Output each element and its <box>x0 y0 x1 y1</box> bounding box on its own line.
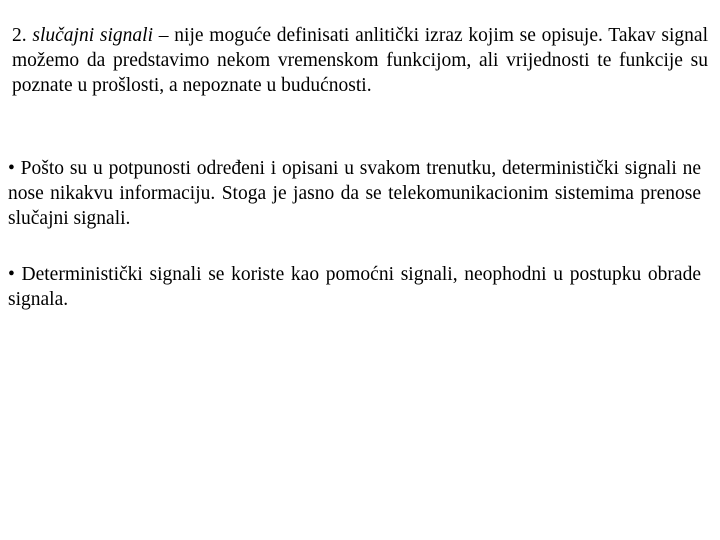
term-random-signals: slučajni signali <box>32 25 153 46</box>
bullet-text: Deterministički signali se koriste kao pomoćni signali, neophodni u postupku obrade signala. <box>8 264 701 310</box>
paragraph-text: – nije moguće definisati anlitički izraz kojim se opisuje. Takav signal možemo da predstavimo nekom vremenskom funkcijom, ali vrijednosti te funkcije su poznate u prošlosti, a nepoznate u budućnosti. <box>12 25 708 96</box>
bullet-marker: • <box>8 264 15 285</box>
paragraph-random-signals <box>12 23 708 98</box>
bullet-marker: • <box>8 158 15 179</box>
bullet-item <box>8 156 701 231</box>
bullet-item <box>8 262 701 312</box>
item-number: 2. <box>12 25 27 46</box>
bullet-text: Pošto su u potpunosti određeni i opisani u svakom trenutku, deterministički signali ne nose nikakvu informaciju. Stoga je jasno da se telekomunikacionim sistemima prenose slučajni signali. <box>8 158 701 229</box>
